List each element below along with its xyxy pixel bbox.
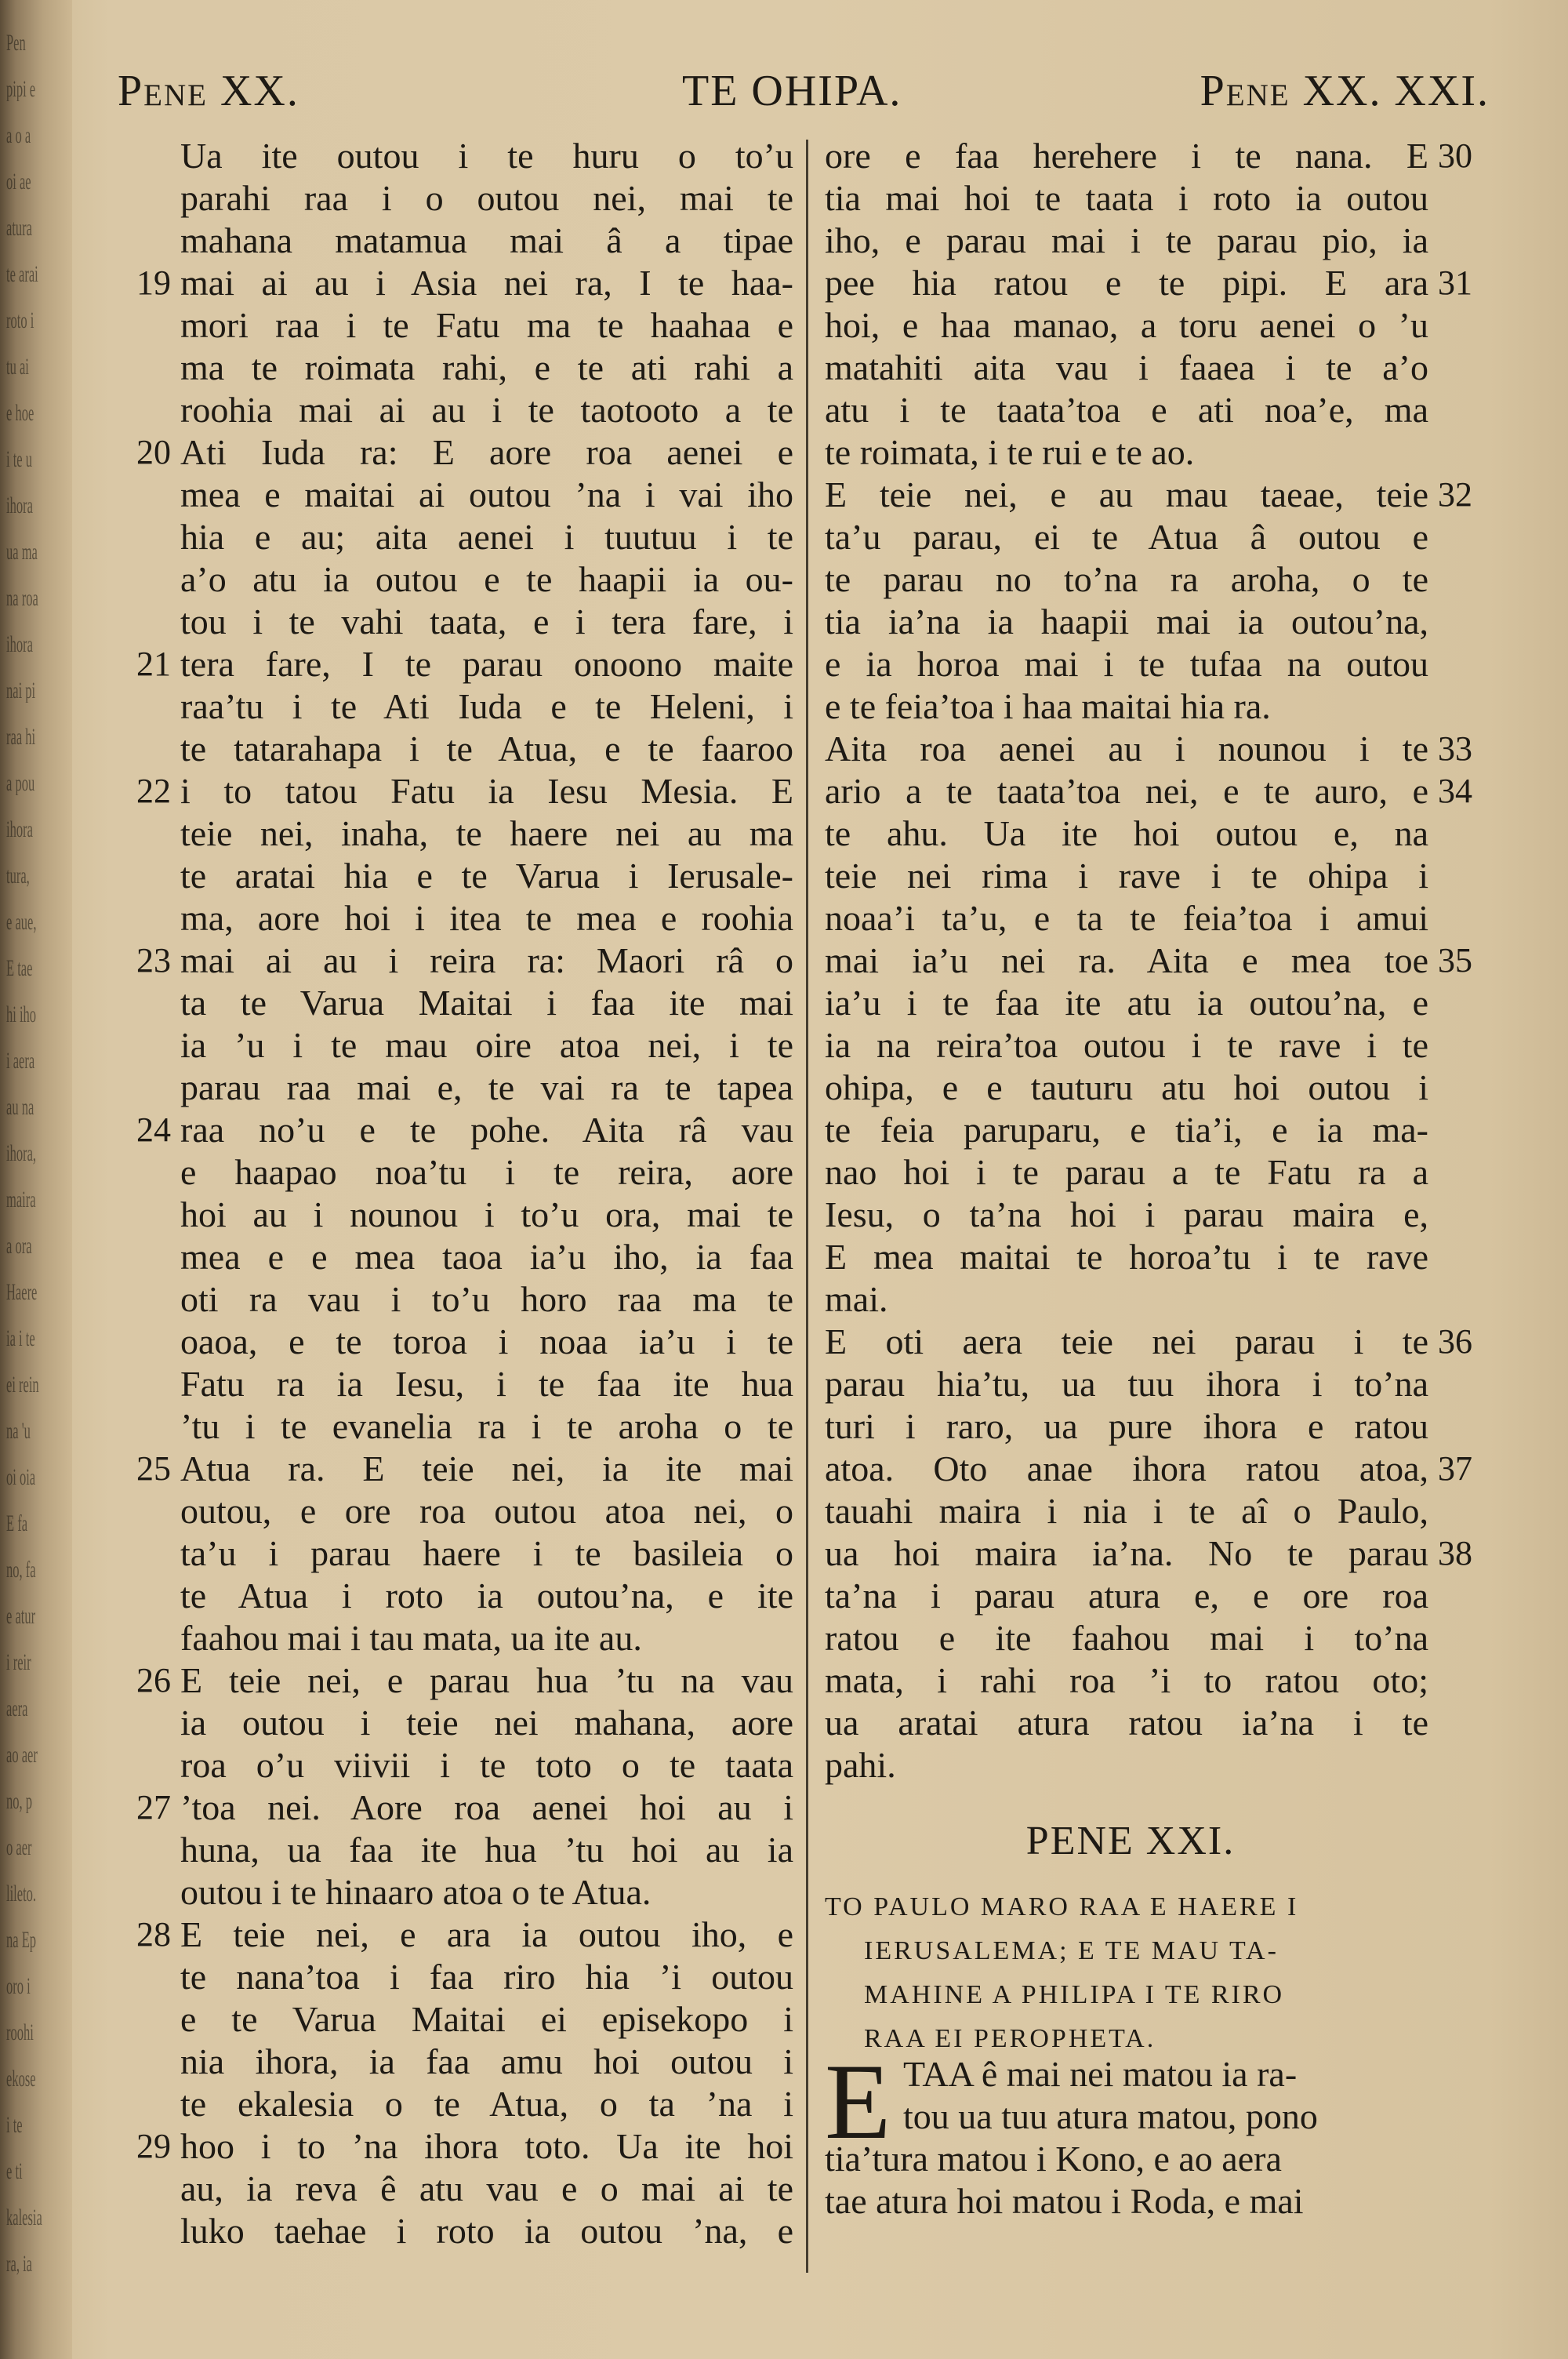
text-line — [825, 601, 1428, 643]
line-text: te tatarahapa i te Atua, e te faaroo — [180, 729, 793, 769]
verse-number: 27 — [136, 1788, 171, 1826]
adjacent-page-edge — [0, 0, 72, 2359]
line-text: hia e au; aita aenei i tuutuu i te — [180, 517, 793, 557]
gutter-fragment: hi iho — [6, 1003, 37, 1027]
line-text: turi i raro, ua pure ihora e ratou — [825, 1406, 1428, 1446]
verse-number: 33 — [1438, 729, 1472, 768]
verse-number: 29 — [136, 2127, 171, 2165]
line-text: ia outou i teie nei mahana, aore — [180, 1703, 793, 1743]
text-line — [825, 304, 1428, 347]
line-text: nao hoi i te parau a te Fatu ra a — [825, 1152, 1428, 1192]
line-text: te parau no to’na ra aroha, o te — [825, 559, 1428, 599]
gutter-fragment: atura — [6, 216, 32, 240]
text-line — [180, 1278, 793, 1321]
line-text: ario a te taata’toa nei, e te auro, e — [825, 771, 1428, 811]
gutter-fragment: no, p — [6, 1790, 32, 1813]
gutter-fragment: i aera — [6, 1049, 35, 1073]
line-text: tia mai hoi te taata i roto ia outou — [825, 178, 1428, 218]
summary-line: TO PAULO MARO RAA E HAERE I — [825, 1892, 1299, 1921]
text-line — [825, 1321, 1472, 1363]
line-text: ta’na i parau atura e, e ore roa — [825, 1576, 1428, 1616]
line-text: oti ra vau i to’u horo raa ma te — [180, 1279, 793, 1319]
line-text: luko taehae i roto ia outou ’na, e — [180, 2211, 793, 2251]
verse-number: 28 — [136, 1915, 171, 1954]
gutter-fragment: ua ma — [6, 540, 38, 564]
gutter-fragment: na Ep — [6, 1928, 37, 1952]
line-text: outou, e ore roa outou atoa nei, o — [180, 1491, 793, 1531]
verse-number: 30 — [1438, 136, 1472, 175]
line-text: Ati Iuda ra: E aore roa aenei e — [180, 432, 793, 472]
verse-number: 38 — [1438, 1534, 1472, 1572]
text-line — [136, 2125, 793, 2168]
text-line — [136, 1109, 793, 1151]
line-text: teie nei rima i rave i te ohipa i — [825, 856, 1428, 896]
gutter-fragment: oi oia — [6, 1466, 36, 1489]
line-text: Atua ra. E teie nei, ia ite mai — [180, 1448, 793, 1488]
chapter-title: PENE XXI. — [1025, 1819, 1236, 1863]
text-line — [180, 601, 793, 643]
gutter-fragment: e atur — [6, 1605, 36, 1628]
line-text: e te Varua Maitai ei episekopo i — [180, 1999, 793, 2039]
text-line — [180, 135, 793, 177]
text-line — [180, 558, 793, 601]
text-line — [180, 897, 793, 940]
line-text: tauahi maira i nia i te aî o Paulo, — [825, 1491, 1428, 1531]
verse-number: 37 — [1438, 1449, 1472, 1488]
line-text: noaa’i ta’u, e ta te feia’toa i amui — [825, 898, 1428, 938]
line-text: pee hia ratou e te pipi. E ara — [825, 263, 1428, 303]
line-text: roohia mai ai au i te taotooto a te — [180, 390, 793, 430]
text-line — [180, 1744, 793, 1787]
line-text: ’toa nei. Aore roa aenei hoi au i — [180, 1787, 793, 1827]
left-column — [136, 135, 793, 2252]
text-line — [825, 135, 1472, 177]
text-line — [825, 347, 1428, 389]
line-text: ia ’u i te mau oire atoa nei, i te — [180, 1025, 793, 1065]
text-line — [825, 1532, 1472, 1575]
line-text: mai ai au i Asia nei ra, I te haa- — [180, 263, 793, 303]
line-text: faahou mai i tau mata, ua ite au. — [180, 1618, 642, 1658]
text-line — [180, 1532, 793, 1575]
line-text: ia na reira’toa outou i te rave i te — [825, 1025, 1428, 1065]
summary-line: IERUSALEMA; E TE MAU TA- — [864, 1936, 1279, 1965]
verse-number: 25 — [136, 1449, 171, 1488]
text-line — [136, 770, 793, 812]
text-line — [180, 812, 793, 855]
text-line — [180, 1956, 793, 1998]
gutter-fragment: E tae — [6, 957, 33, 980]
text-line — [825, 1405, 1428, 1448]
gutter-fragment: roto i — [6, 309, 34, 333]
text-line — [825, 1617, 1428, 1659]
line-text: mori raa i te Fatu ma te haahaa e — [180, 305, 793, 345]
running-header — [118, 66, 1490, 121]
verse-number: 34 — [1438, 772, 1472, 810]
line-text: roa o’u viivii i te toto o te taata — [180, 1745, 793, 1785]
verse-number: 22 — [136, 772, 171, 810]
gutter-fragment: ia i te — [6, 1327, 35, 1350]
line-text: parahi raa i o outou nei, mai te — [180, 178, 793, 218]
gutter-fragment: i reir — [6, 1651, 31, 1674]
right-column — [825, 135, 1472, 1787]
verse-number: 20 — [136, 433, 171, 471]
line-text: teie nei, inaha, te haere nei au ma — [180, 813, 793, 853]
text-line — [180, 474, 793, 516]
gutter-fragment: o aer — [6, 1836, 32, 1859]
text-line — [825, 643, 1428, 685]
text-line — [825, 728, 1472, 770]
line-text: atoa. Oto anae ihora ratou atoa, — [825, 1448, 1428, 1488]
text-line — [136, 262, 793, 304]
line-text: E oti aera teie nei parau i te — [825, 1321, 1428, 1361]
line-text: tou i te vahi taata, e i tera fare, i — [180, 602, 793, 642]
gutter-fragment: na 'u — [6, 1419, 31, 1443]
line-text: parau raa mai e, te vai ra te tapea — [180, 1067, 793, 1107]
text-line — [825, 1067, 1428, 1109]
gutter-fragment: roohi — [6, 2021, 34, 2045]
text-line — [825, 389, 1428, 431]
text-line — [180, 304, 793, 347]
gutter-fragment: ekose — [6, 2067, 36, 2091]
text-line — [180, 177, 793, 220]
gutter-fragment: no, fa — [6, 1558, 36, 1582]
gutter-fragment: E fa — [6, 1512, 28, 1536]
text-line — [825, 220, 1428, 262]
text-line — [180, 2210, 793, 2252]
gutter-fragment: ihora — [6, 818, 33, 841]
text-line — [180, 728, 793, 770]
opening-line: tou ua tuu atura matou, pono — [903, 2096, 1318, 2136]
line-text: ma te roimata rahi, e te ati rahi a — [180, 347, 793, 387]
line-text: hoi au i nounou i to’u ora, mai te — [180, 1194, 793, 1234]
text-line — [180, 1321, 793, 1363]
line-text: matahiti aita vau i faaea i te a’o — [825, 347, 1428, 387]
line-text: mea e e mea taoa ia’u iho, ia faa — [180, 1237, 793, 1277]
line-text: te Atua i roto ia outou’na, e ite — [180, 1576, 793, 1616]
text-line — [180, 1702, 793, 1744]
gutter-fragment: e hoe — [6, 402, 34, 425]
text-line — [180, 347, 793, 389]
verse-number: 21 — [136, 645, 171, 683]
text-line — [825, 1151, 1428, 1194]
gutter-fragment: ihora — [6, 494, 33, 518]
gutter-fragment: oi ae — [6, 170, 31, 194]
line-text: pahi. — [825, 1745, 896, 1785]
text-line — [825, 897, 1428, 940]
line-text: e ia horoa mai i te tufaa na outou — [825, 644, 1428, 684]
text-line — [180, 1575, 793, 1617]
verse-number: 36 — [1438, 1322, 1472, 1361]
text-line — [825, 1575, 1428, 1617]
line-text: te nana’toa i faa riro hia ’i outou — [180, 1957, 793, 1997]
text-line — [136, 940, 793, 982]
verse-number: 32 — [1438, 475, 1472, 514]
line-text: Aita roa aenei au i nounou i te — [825, 729, 1428, 769]
line-text: te ekalesia o te Atua, o ta ’na i — [180, 2084, 793, 2124]
text-line — [180, 2168, 793, 2210]
line-text: mahana matamua mai â a tipae — [180, 220, 793, 260]
gutter-fragment: i te u — [6, 448, 32, 471]
line-text: Fatu ra ia Iesu, i te faa ite hua — [180, 1364, 793, 1404]
summary-line: RAA EI PEROPHETA. — [864, 2024, 1156, 2053]
text-line — [180, 855, 793, 897]
text-line — [825, 1702, 1428, 1744]
header-title: TE OHIPA. — [682, 67, 902, 115]
text-line — [180, 516, 793, 558]
text-line — [825, 474, 1472, 516]
text-line — [136, 1659, 793, 1702]
text-line — [825, 770, 1472, 812]
gutter-fragment: Pen — [6, 31, 26, 55]
text-line — [825, 431, 1428, 474]
line-text: parau hia’tu, ua tuu ihora i to’na — [825, 1364, 1428, 1404]
text-line — [825, 1490, 1428, 1532]
gutter-fragment: na roa — [6, 587, 38, 610]
text-line — [180, 1067, 793, 1109]
line-text: i to tatou Fatu ia Iesu Mesia. E — [180, 771, 793, 811]
text-line — [136, 431, 793, 474]
line-text: e te feia’toa i haa maitai hia ra. — [825, 686, 1271, 726]
verse-number: 23 — [136, 941, 171, 980]
line-text: hoo i to ’na ihora toto. Ua ite hoi — [180, 2126, 793, 2166]
text-line — [825, 1278, 1428, 1321]
text-line — [180, 2083, 793, 2125]
text-line — [825, 1109, 1428, 1151]
text-line — [180, 2041, 793, 2083]
line-text: E teie nei, e au mau taeae, teie — [825, 474, 1428, 514]
text-line — [180, 1617, 793, 1659]
gutter-fragment: oro i — [6, 1975, 31, 1998]
line-text: ma, aore hoi i itea te mea e roohia — [180, 898, 793, 938]
text-line — [825, 1744, 1428, 1787]
text-line — [825, 262, 1472, 304]
text-line — [180, 1829, 793, 1871]
line-text: ratou e ite faahou mai i to’na — [825, 1618, 1428, 1658]
gutter-fragment: te arai — [6, 263, 38, 286]
text-line — [180, 1194, 793, 1236]
chapter-summary — [825, 1885, 1444, 2061]
text-line — [825, 558, 1428, 601]
opening-line: TAA ê mai nei matou ia ra- — [903, 2054, 1298, 2094]
text-line — [136, 1448, 793, 1490]
line-text: ia’u i te faa ite atu ia outou’na, e — [825, 983, 1428, 1023]
opening-line: tia’tura matou i Kono, e ao aera — [825, 2139, 1282, 2179]
chapter-opening — [825, 2041, 1444, 2223]
text-line — [180, 982, 793, 1024]
line-text: mai. — [825, 1279, 888, 1319]
text-line — [180, 1405, 793, 1448]
gutter-fragment: ei rein — [6, 1373, 39, 1397]
gutter-fragment: e aue, — [6, 911, 37, 934]
text-line — [825, 1659, 1428, 1702]
text-line — [825, 1236, 1428, 1278]
gutter-fragment: ao aer — [6, 1743, 38, 1767]
header-right: Pene XX. XXI. — [1200, 67, 1490, 115]
line-text: ua aratai atura ratou ia’na i te — [825, 1703, 1428, 1743]
gutter-fragment: Haere — [6, 1281, 38, 1304]
line-text: iho, e parau mai i te parau pio, ia — [825, 220, 1428, 260]
line-text: E teie nei, e parau hua ’tu na vau — [180, 1660, 793, 1700]
text-line — [825, 812, 1428, 855]
text-line — [825, 1024, 1428, 1067]
line-text: E teie nei, e ara ia outou iho, e — [180, 1914, 793, 1954]
line-text: te feia paruparu, e tia’i, e ia ma- — [825, 1110, 1428, 1150]
text-line — [180, 1236, 793, 1278]
text-line — [180, 685, 793, 728]
text-line — [825, 982, 1428, 1024]
verse-number: 24 — [136, 1110, 171, 1149]
text-line — [825, 685, 1428, 728]
gutter-fragment: e ti — [6, 2160, 23, 2183]
line-text: te aratai hia e te Varua i Ierusale- — [180, 856, 793, 896]
line-text: e haapao noa’tu i te reira, aore — [180, 1152, 793, 1192]
line-text: ohipa, e e tauturu atu hoi outou i — [825, 1067, 1428, 1107]
line-text: mai ai au i reira ra: Maori râ o — [180, 940, 793, 980]
line-text: mea e maitai ai outou ’na i vai iho — [180, 474, 793, 514]
line-text: mai ia’u nei ra. Aita e mea toe — [825, 940, 1428, 980]
line-text: oaoa, e te toroa i noaa ia’u i te — [180, 1321, 793, 1361]
gutter-fragment: tura, — [6, 864, 30, 888]
line-text: Iesu, o ta’na hoi i parau maira e, — [825, 1194, 1428, 1234]
gutter-fragment: i te — [6, 2114, 23, 2137]
gutter-fragment: a ora — [6, 1234, 32, 1258]
text-line — [180, 1998, 793, 2041]
text-line — [825, 177, 1428, 220]
line-text: ore e faa herehere i te nana. E — [825, 136, 1428, 176]
verse-number: 19 — [136, 264, 171, 302]
text-line — [180, 220, 793, 262]
line-text: mata, i rahi roa ’i to ratou oto; — [825, 1660, 1428, 1700]
text-line — [825, 1194, 1428, 1236]
line-text: atu i te taata’toa e ati noa’e, ma — [825, 390, 1428, 430]
text-line — [180, 1871, 793, 1914]
gutter-fragment: a pou — [6, 772, 35, 795]
line-text: au, ia reva ê atu vau e o mai ai te — [180, 2168, 793, 2208]
line-text: raa’tu i te Ati Iuda e te Heleni, i — [180, 686, 793, 726]
gutter-fragment: raa hi — [6, 725, 36, 749]
text-line — [825, 1448, 1472, 1490]
line-text: te roimata, i te rui e te ao. — [825, 432, 1195, 472]
line-text: outou i te hinaaro atoa o te Atua. — [180, 1872, 652, 1912]
gutter-fragment: kalesia — [6, 2206, 42, 2230]
line-text: ta’u parau, ei te Atua â outou e — [825, 517, 1428, 557]
text-line — [825, 516, 1428, 558]
verse-number: 26 — [136, 1661, 171, 1699]
verse-number: 35 — [1438, 941, 1472, 980]
gutter-fragment: ra, ia — [6, 2252, 32, 2276]
line-text: tia ia’na ia haapii mai ia outou’na, — [825, 602, 1428, 642]
gutter-fragment: ihora, — [6, 1142, 37, 1165]
header-left: Pene XX. — [118, 67, 299, 115]
line-text: ’tu i te evanelia ra i te aroha o te — [180, 1406, 793, 1446]
line-text: Ua ite outou i te huru o to’u — [180, 136, 793, 176]
text-line — [180, 1490, 793, 1532]
line-text: E mea maitai te horoa’tu i te rave — [825, 1237, 1428, 1277]
column-divider — [806, 140, 808, 2273]
text-line — [825, 940, 1472, 982]
gutter-fragment: pipi e — [6, 78, 36, 101]
line-text: tera fare, I te parau onoono maite — [180, 644, 793, 684]
drop-cap: E — [825, 2041, 891, 2161]
gutter-fragment: tu ai — [6, 355, 29, 379]
summary-line: MAHINE A PHILIPA I TE RIRO — [864, 1980, 1285, 2009]
line-text: ta’u i parau haere i te basileia o — [180, 1533, 793, 1573]
gutter-fragment: lileto. — [6, 1882, 37, 1906]
verse-number: 31 — [1438, 264, 1472, 302]
line-text: ua hoi maira ia’na. No te parau — [825, 1533, 1428, 1573]
gutter-fragment: nai pi — [6, 679, 36, 703]
gutter-fragment: maira — [6, 1188, 36, 1212]
text-line — [180, 1024, 793, 1067]
text-line — [180, 389, 793, 431]
gutter-fragment: a o a — [6, 124, 31, 147]
line-text: huna, ua faa ite hua ’tu hoi au ia — [180, 1830, 793, 1870]
gutter-fragment: ihora — [6, 633, 33, 656]
text-line — [136, 1914, 793, 1956]
text-line — [825, 855, 1428, 897]
gutter-fragment: au na — [6, 1096, 34, 1119]
line-text: hoi, e haa manao, a toru aenei o ’u — [825, 305, 1428, 345]
line-text: raa no’u e te pohe. Aita râ vau — [180, 1110, 793, 1150]
text-line — [136, 643, 793, 685]
gutter-fragment: aera — [6, 1697, 28, 1721]
opening-line: tae atura hoi matou i Roda, e mai — [825, 2181, 1304, 2221]
text-line — [180, 1363, 793, 1405]
line-text: a’o atu ia outou e te haapii ia ou- — [180, 559, 793, 599]
text-line — [136, 1787, 793, 1829]
line-text: te ahu. Ua ite hoi outou e, na — [825, 813, 1428, 853]
text-line — [825, 1363, 1428, 1405]
line-text: nia ihora, ia faa amu hoi outou i — [180, 2041, 793, 2081]
line-text: ta te Varua Maitai i faa ite mai — [180, 983, 793, 1023]
text-line — [180, 1151, 793, 1194]
